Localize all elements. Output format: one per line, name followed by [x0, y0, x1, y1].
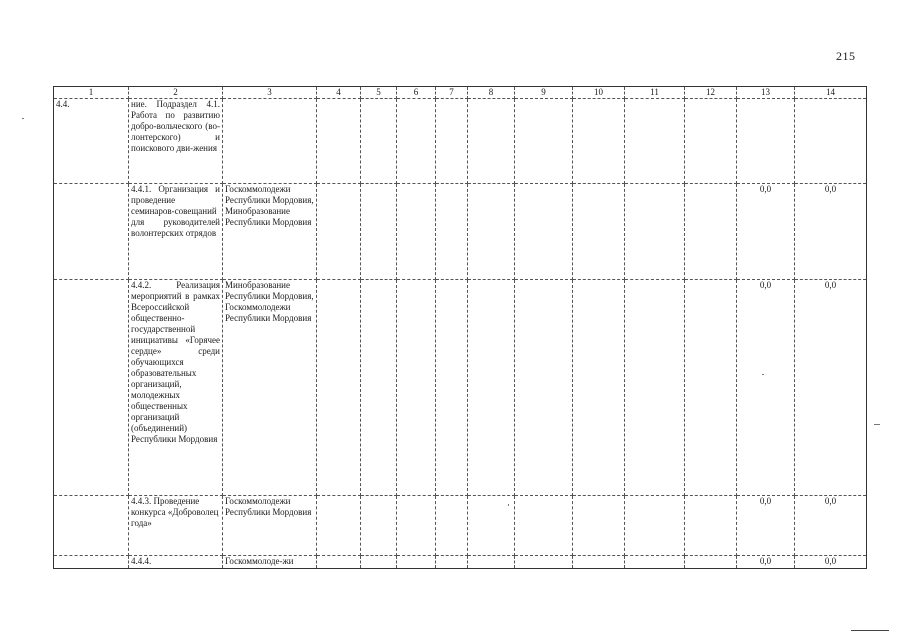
section-title: ние. Подраздел 4.1. Работа по развитию добро-вольческого (во-лонтерского) и поискового дви-жения — [129, 99, 223, 184]
table-row-section — [54, 99, 867, 184]
col-header-3: 3 — [223, 87, 317, 99]
program-table — [53, 86, 867, 569]
measure-name: 4.4.4. — [129, 556, 223, 569]
table-row — [54, 496, 867, 556]
scan-speck — [22, 118, 24, 119]
col-header-2: 2 — [129, 87, 223, 99]
value-col13: 0,0 — [737, 280, 795, 496]
executor: Госкоммолодежи Республики Мордовия — [223, 496, 317, 556]
scan-speck — [508, 504, 509, 506]
measure-name: 4.4.3. Проведение конкурса «Доброволец года» — [129, 496, 223, 556]
col-header-11: 11 — [625, 87, 685, 99]
value-col14: 0,0 — [795, 280, 867, 496]
table-row — [54, 184, 867, 280]
col-header-13: 13 — [737, 87, 795, 99]
section-code: 4.4. — [54, 99, 129, 184]
header-row — [54, 87, 867, 99]
col-header-14: 14 — [795, 87, 867, 99]
scan-edge-line — [851, 630, 889, 631]
col-header-9: 9 — [515, 87, 573, 99]
scan-speck — [874, 424, 880, 425]
col-header-4: 4 — [317, 87, 361, 99]
page-number: 215 — [836, 49, 856, 63]
measure-name: 4.4.1. Организация и проведение семинаров-совещаний для руководителей волонтерских отрядов — [129, 184, 223, 280]
value-col14: 0,0 — [795, 496, 867, 556]
executor: Госкоммолодежи Республики Мордовия, Минобразование Республики Мордовия — [223, 184, 317, 280]
col-header-7: 7 — [436, 87, 468, 99]
value-col13: 0,0 — [737, 184, 795, 280]
col-header-10: 10 — [573, 87, 625, 99]
scan-speck — [762, 374, 764, 375]
value-col13: 0,0 — [737, 556, 795, 569]
measure-name: 4.4.2. Реализация мероприятий в рамках Всероссийской общественно-государственной инициативы «Горячее сердце» среди обучающихся образовательных организаций, молодежных общественных организаций (объединений) Республики Мордовия — [129, 280, 223, 496]
value-col13: 0,0 — [737, 496, 795, 556]
col-header-6: 6 — [397, 87, 436, 99]
executor: Минобразование Республики Мордовия, Госкоммолодежи Республики Мордовия — [223, 280, 317, 496]
col-header-1: 1 — [54, 87, 129, 99]
value-col14: 0,0 — [795, 556, 867, 569]
table-row — [54, 556, 867, 569]
col-header-5: 5 — [361, 87, 397, 99]
col-header-8: 8 — [468, 87, 515, 99]
table-row — [54, 280, 867, 496]
value-col14: 0,0 — [795, 184, 867, 280]
col-header-12: 12 — [685, 87, 737, 99]
executor: Госкоммолоде-жи — [223, 556, 317, 569]
